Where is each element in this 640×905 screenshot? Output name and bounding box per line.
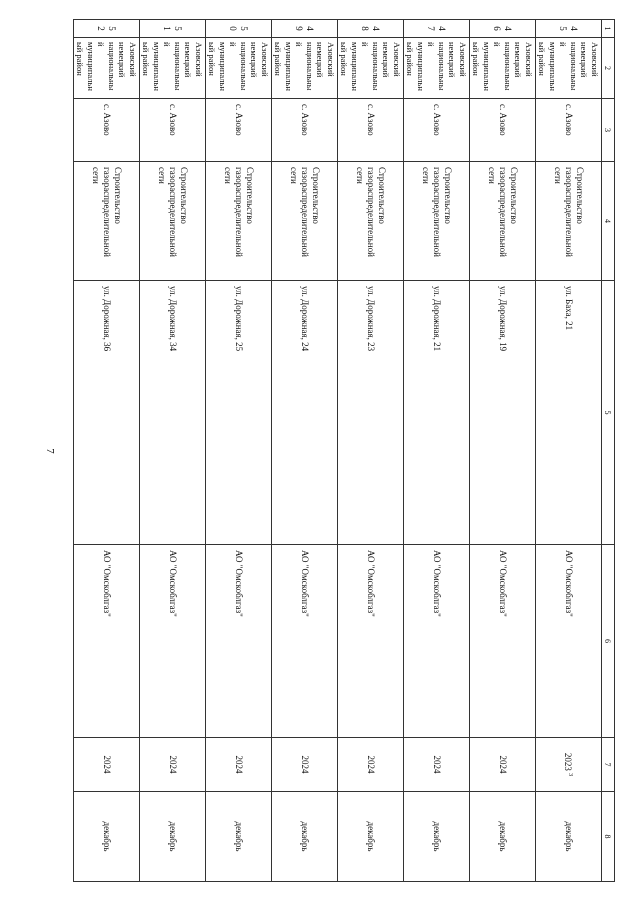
work-type-cell — [272, 162, 338, 281]
organization-text: АО "Омскоблгаз" — [366, 550, 376, 617]
district-cell — [404, 38, 470, 99]
month-cell — [140, 792, 206, 882]
month-text: декабрь — [102, 821, 112, 852]
row-number-cell — [536, 20, 602, 38]
table-row — [206, 20, 272, 882]
settlement-cell — [536, 99, 602, 162]
row-number-text: 45 — [558, 26, 580, 31]
organization-text: АО "Омскоблгаз" — [498, 550, 508, 617]
address-cell — [404, 281, 470, 545]
district-text: Азовский немецкий национальный муниципальный район — [273, 42, 336, 91]
table-row — [272, 20, 338, 882]
year-text: 2024 — [234, 755, 244, 774]
organization-cell — [536, 545, 602, 738]
year-cell — [338, 738, 404, 792]
month-cell — [74, 792, 140, 882]
address-cell — [206, 281, 272, 545]
work-type-cell — [404, 162, 470, 281]
row-number-text: 52 — [96, 26, 118, 31]
work-type-text: Строительство газораспределительной сети — [355, 167, 387, 257]
district-cell — [272, 38, 338, 99]
settlement-text: с. Азово — [564, 104, 574, 136]
column-number: 5 — [602, 281, 615, 545]
organization-cell — [74, 545, 140, 738]
year-text: 2024 — [498, 755, 508, 774]
settlement-cell — [74, 99, 140, 162]
column-number: 4 — [602, 162, 615, 281]
column-number-row — [602, 20, 615, 882]
column-number: 1 — [602, 20, 615, 38]
work-type-text: Строительство газораспределительной сети — [157, 167, 189, 257]
work-type-cell — [74, 162, 140, 281]
district-text: Азовский немецкий национальный муниципальный район — [339, 42, 402, 91]
work-type-text: Строительство газораспределительной сети — [91, 167, 123, 257]
page-number: 7 — [44, 448, 56, 454]
data-table — [73, 19, 615, 882]
month-cell — [404, 792, 470, 882]
year-text: 2024 — [432, 755, 442, 774]
year-text: 2024 — [102, 755, 112, 774]
table-row — [140, 20, 206, 882]
year-text: 2024 — [168, 755, 178, 774]
table-row — [404, 20, 470, 882]
table-row — [470, 20, 536, 882]
address-cell — [140, 281, 206, 545]
address-cell — [74, 281, 140, 545]
work-type-cell — [140, 162, 206, 281]
organization-text: АО "Омскоблгаз" — [300, 550, 310, 617]
row-number-text: 46 — [492, 26, 514, 31]
settlement-text: с. Азово — [168, 104, 178, 136]
month-cell — [272, 792, 338, 882]
row-number-cell — [272, 20, 338, 38]
month-cell — [536, 792, 602, 882]
rotated-page-frame — [75, 19, 615, 881]
organization-text: АО "Омскоблгаз" — [102, 550, 112, 617]
rotated-table-container — [75, 19, 615, 881]
work-type-text: Строительство газораспределительной сети — [421, 167, 453, 257]
table-row — [338, 20, 404, 882]
settlement-cell — [140, 99, 206, 162]
column-number: 2 — [602, 38, 615, 99]
address-text: ул. Дорожная, 23 — [366, 286, 376, 352]
year-cell — [272, 738, 338, 792]
column-number: 6 — [602, 545, 615, 738]
work-type-text: Строительство газораспределительной сети — [289, 167, 321, 257]
row-number-cell — [140, 20, 206, 38]
district-text: Азовский немецкий национальный муниципальный район — [207, 42, 270, 91]
month-cell — [338, 792, 404, 882]
settlement-cell — [272, 99, 338, 162]
district-text: Азовский немецкий национальный муниципальный район — [75, 42, 138, 91]
year-text: 2024 — [300, 755, 310, 774]
work-type-cell — [206, 162, 272, 281]
settlement-text: с. Азово — [366, 104, 376, 136]
organization-cell — [140, 545, 206, 738]
address-text: ул. Дорожная, 24 — [300, 286, 310, 352]
organization-text: АО "Омскоблгаз" — [168, 550, 178, 617]
work-type-cell — [536, 162, 602, 281]
year-cell — [74, 738, 140, 792]
year-text: 2023 — [563, 752, 573, 771]
row-number-text: 48 — [360, 26, 382, 31]
month-cell — [470, 792, 536, 882]
district-text: Азовский немецкий национальный муниципальный район — [471, 42, 534, 91]
settlement-text: с. Азово — [102, 104, 112, 136]
year-cell — [470, 738, 536, 792]
address-text: ул. Баха, 21 — [564, 286, 574, 331]
settlement-cell — [338, 99, 404, 162]
address-cell — [338, 281, 404, 545]
row-number-text: 51 — [162, 26, 184, 31]
work-type-cell — [470, 162, 536, 281]
district-cell — [470, 38, 536, 99]
district-cell — [206, 38, 272, 99]
work-type-cell — [338, 162, 404, 281]
year-text: 2024 — [366, 755, 376, 774]
footnote-mark: 3 — [567, 773, 573, 777]
organization-text: АО "Омскоблгаз" — [564, 550, 574, 617]
row-number-cell — [338, 20, 404, 38]
settlement-cell — [470, 99, 536, 162]
settlement-cell — [206, 99, 272, 162]
organization-text: АО "Омскоблгаз" — [234, 550, 244, 617]
work-type-text: Строительство газораспределительной сети — [223, 167, 255, 257]
organization-text: АО "Омскоблгаз" — [432, 550, 442, 617]
row-number-text: 50 — [228, 26, 250, 31]
column-number: 3 — [602, 99, 615, 162]
month-text: декабрь — [366, 821, 376, 852]
month-text: декабрь — [498, 821, 508, 852]
address-text: ул. Дорожная, 36 — [102, 286, 112, 352]
organization-cell — [206, 545, 272, 738]
settlement-cell — [404, 99, 470, 162]
address-text: ул. Дорожная, 34 — [168, 286, 178, 352]
district-text: Азовский немецкий национальный муниципальный район — [141, 42, 204, 91]
organization-cell — [338, 545, 404, 738]
district-cell — [338, 38, 404, 99]
address-text: ул. Дорожная, 25 — [234, 286, 244, 352]
settlement-text: с. Азово — [432, 104, 442, 136]
month-cell — [206, 792, 272, 882]
row-number-text: 49 — [294, 26, 316, 31]
row-number-cell — [206, 20, 272, 38]
address-text: ул. Дорожная, 21 — [432, 286, 442, 352]
settlement-text: с. Азово — [300, 104, 310, 136]
work-type-text: Строительство газораспределительной сети — [487, 167, 519, 257]
column-number: 8 — [602, 792, 615, 882]
year-cell — [404, 738, 470, 792]
month-text: декабрь — [564, 821, 574, 852]
settlement-text: с. Азово — [234, 104, 244, 136]
work-type-text: Строительство газораспределительной сети — [553, 167, 585, 257]
year-cell — [206, 738, 272, 792]
month-text: декабрь — [168, 821, 178, 852]
row-number-cell — [404, 20, 470, 38]
table-row — [74, 20, 140, 882]
column-number: 7 — [602, 738, 615, 792]
month-text: декабрь — [432, 821, 442, 852]
district-cell — [536, 38, 602, 99]
district-cell — [74, 38, 140, 99]
month-text: декабрь — [300, 821, 310, 852]
year-cell — [536, 738, 602, 792]
organization-cell — [404, 545, 470, 738]
address-cell — [470, 281, 536, 545]
row-number-cell — [74, 20, 140, 38]
month-text: декабрь — [234, 821, 244, 852]
organization-cell — [470, 545, 536, 738]
address-cell — [272, 281, 338, 545]
district-text: Азовский немецкий национальный муниципальный район — [537, 42, 600, 91]
row-number-text: 47 — [426, 26, 448, 31]
table-row — [536, 20, 602, 882]
address-text: ул. Дорожная, 19 — [498, 286, 508, 352]
year-cell — [140, 738, 206, 792]
organization-cell — [272, 545, 338, 738]
district-cell — [140, 38, 206, 99]
address-cell — [536, 281, 602, 545]
row-number-cell — [470, 20, 536, 38]
district-text: Азовский немецкий национальный муниципальный район — [405, 42, 468, 91]
settlement-text: с. Азово — [498, 104, 508, 136]
